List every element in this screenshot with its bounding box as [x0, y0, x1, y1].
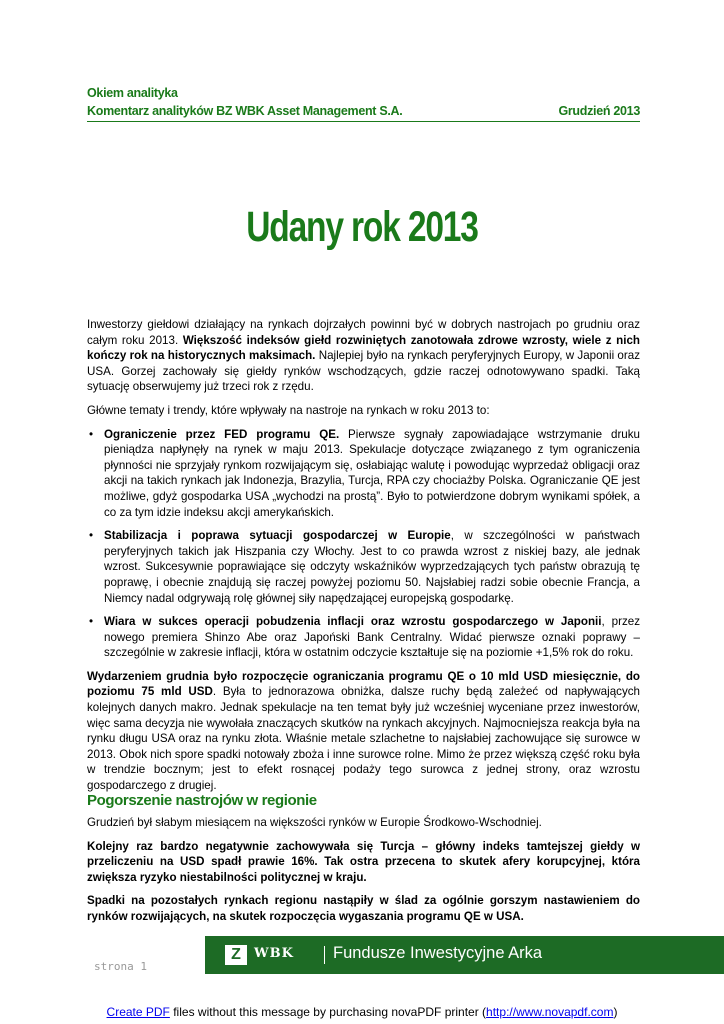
brand-name: Fundusze Inwestycyjne Arka — [333, 944, 543, 962]
logo-divider — [324, 946, 325, 964]
header-divider — [87, 121, 640, 122]
report-date: Grudzień 2013 — [558, 104, 640, 118]
section2-p2-text: Kolejny raz bardzo negatywnie zachowywała się Turcja – główny indeks tamtejszej giełdy w przeliczeniu na USD spadł prawie 16%. Tak ostra przecena to skutek afery korupcyjnej, która zwiększa ryzyko niestabilności politycznej w kraju. — [87, 839, 640, 884]
list-item — [87, 528, 640, 606]
page-title: Udany rok 2013 — [246, 203, 478, 251]
page-number: strona 1 — [94, 960, 147, 973]
topics-list — [87, 427, 640, 661]
section2-p3-text: Spadki na pozostałych rynkach regionu nastąpiły w ślad za ogólnie gorszym nastawieniem do rynków rozwijających, na skutek rozpoczęcia wygaszania programu QE w USA. — [87, 894, 640, 923]
footer-banner — [205, 936, 724, 974]
main-body — [87, 317, 640, 802]
report-subtitle — [87, 104, 640, 118]
section2-body — [87, 815, 640, 933]
wbk-logo-text: WBK — [254, 946, 294, 961]
bullet-heading: Ograniczenie przez FED programu QE. — [104, 427, 340, 441]
december-bold: Wydarzeniem grudnia było rozpoczęcie ograniczania programu QE o 10 mld USD miesięcznie, do poziomu 75 mld USD — [87, 669, 640, 699]
novapdf-notice-text: files without this message by purchasing novaPDF printer ( — [169, 1005, 487, 1019]
section-heading-wrap — [87, 792, 640, 809]
section-heading: Pogorszenie nastrojów w regionie — [87, 792, 317, 809]
bullet-heading: Stabilizacja i poprawa sytuacji gospodarczej w Europie — [104, 529, 451, 543]
intro-text-c: Najlepiej było na rynkach peryferyjnych Europy, w Japonii oraz USA. Gorzej zachowały się giełdy rynków wschodzących, gdzie raczej odnotowywano spadki. Taką sytuację obserwujemy już trzeci rok z rzędu. — [87, 349, 640, 394]
topics-intro: Główne tematy i trendy, które wpływały na nastroje na rynkach w roku 2013 to: — [87, 403, 490, 417]
report-series-label: Okiem analityka — [87, 86, 178, 100]
intro-text-a: Inwestorzy giełdowi działający na rynkach dojrzałych powinni być w dobrych nastrojach po grudniu oraz całym roku 2013. — [87, 318, 640, 347]
bullet-icon: • — [89, 615, 94, 629]
section2-p1: Grudzień był słabym miesiącem na większości rynków w Europie Środkowo-Wschodniej. — [87, 816, 542, 829]
bzwbk-logo-icon: Z — [225, 945, 247, 965]
bullet-text: Pierwsze sygnały zapowiadające wstrzymanie druku pieniądza napłynęły na rynek w maju 2013. Spekulacje dotyczące związanego z tym ograniczenia płynności nie sprzyjały rynkom rozwijającym się, osłabiając walutę i powodując wyprzedaż obligacji oraz akcji na takich rynkach jak Indonezja, Brazylia, Turcja, RPA czy chociażby Polska. Ograniczanie QE jest możliwe, gdyż gospodarka USA „wychodzi na prostą”. Było to potwierdzone dobrym wynikami spółek, a co za tym idzie indeksu akcji amerykańskich. — [104, 427, 640, 519]
section2-p3 — [87, 893, 640, 924]
section2-p2 — [87, 839, 640, 886]
bullet-heading: Wiara w sukces operacji pobudzenia inflacji oraz wzrostu gospodarczego w Japonii — [104, 615, 602, 629]
list-item — [87, 614, 640, 661]
list-item — [87, 427, 640, 521]
december-text: . Była to jednorazowa obniżka, dalsze ruchy będą zależeć od napływających kolejnych danych makro. Jednak spekulacje na ten temat były już wcześniej wyceniane przez inwestorów, więc sama decyzja nie wywołała znaczących skutków na rynkach akcyjnych. Najmocniejsza reakcja była na rynku długu USA oraz na rynku złota. Właśnie metale szlachetne to najsłabiej zachowujące się surowce w 2013. Obok nich spore spadki notowały zboża i inne surowce rolne. Mimo że przez większą część roku była w trendzie bocznym; jest to efekt rosnącej podaży tego surowca z jednej strony, oraz wzrostu gospodarczego z drugiej. — [87, 685, 640, 793]
bullet-text: , w szczególności w państwach peryferyjnych takich jak Hiszpania czy Włochy. Jest to co prawda wzrost z niskiej bazy, ale jednak wzrost. Sukcesywnie poprawiające się odczyty wskaźników wyprzedzających tych państw obrazują tę poprawę, i obecnie znajdują się raczej powyżej poziomu 50. Najsłabiej radzi sobie obecnie Francja, a Niemcy nadal odgrywają rolę głównej siły napędzającej europejską gospodarkę. — [104, 529, 641, 605]
intro-paragraph — [87, 317, 640, 395]
novapdf-url-link[interactable]: http://www.novapdf.com — [486, 1005, 614, 1019]
novapdf-notice — [0, 1005, 724, 1019]
report-author: Komentarz analityków BZ WBK Asset Management S.A. — [87, 104, 403, 118]
create-pdf-link[interactable]: Create PDF — [106, 1005, 170, 1019]
bullet-icon: • — [89, 427, 94, 441]
intro-text-bold: Większość indeksów giełd rozwiniętych zanotowała zdrowe wzrosty, wiele z nich kończy rok na historycznych maksimach. — [87, 333, 640, 363]
bullet-text: , przez nowego premiera Shinzo Abe oraz Japoński Bank Centralny. Widać pierwsze oznaki poprawy – szczególnie w zakresie inflacji, która w ostatnim odczycie kształtuje się na poziomie +1,5% rok do roku. — [104, 615, 640, 660]
december-paragraph — [87, 669, 640, 794]
bullet-icon: • — [89, 529, 94, 543]
novapdf-notice-end: ) — [613, 1005, 618, 1019]
